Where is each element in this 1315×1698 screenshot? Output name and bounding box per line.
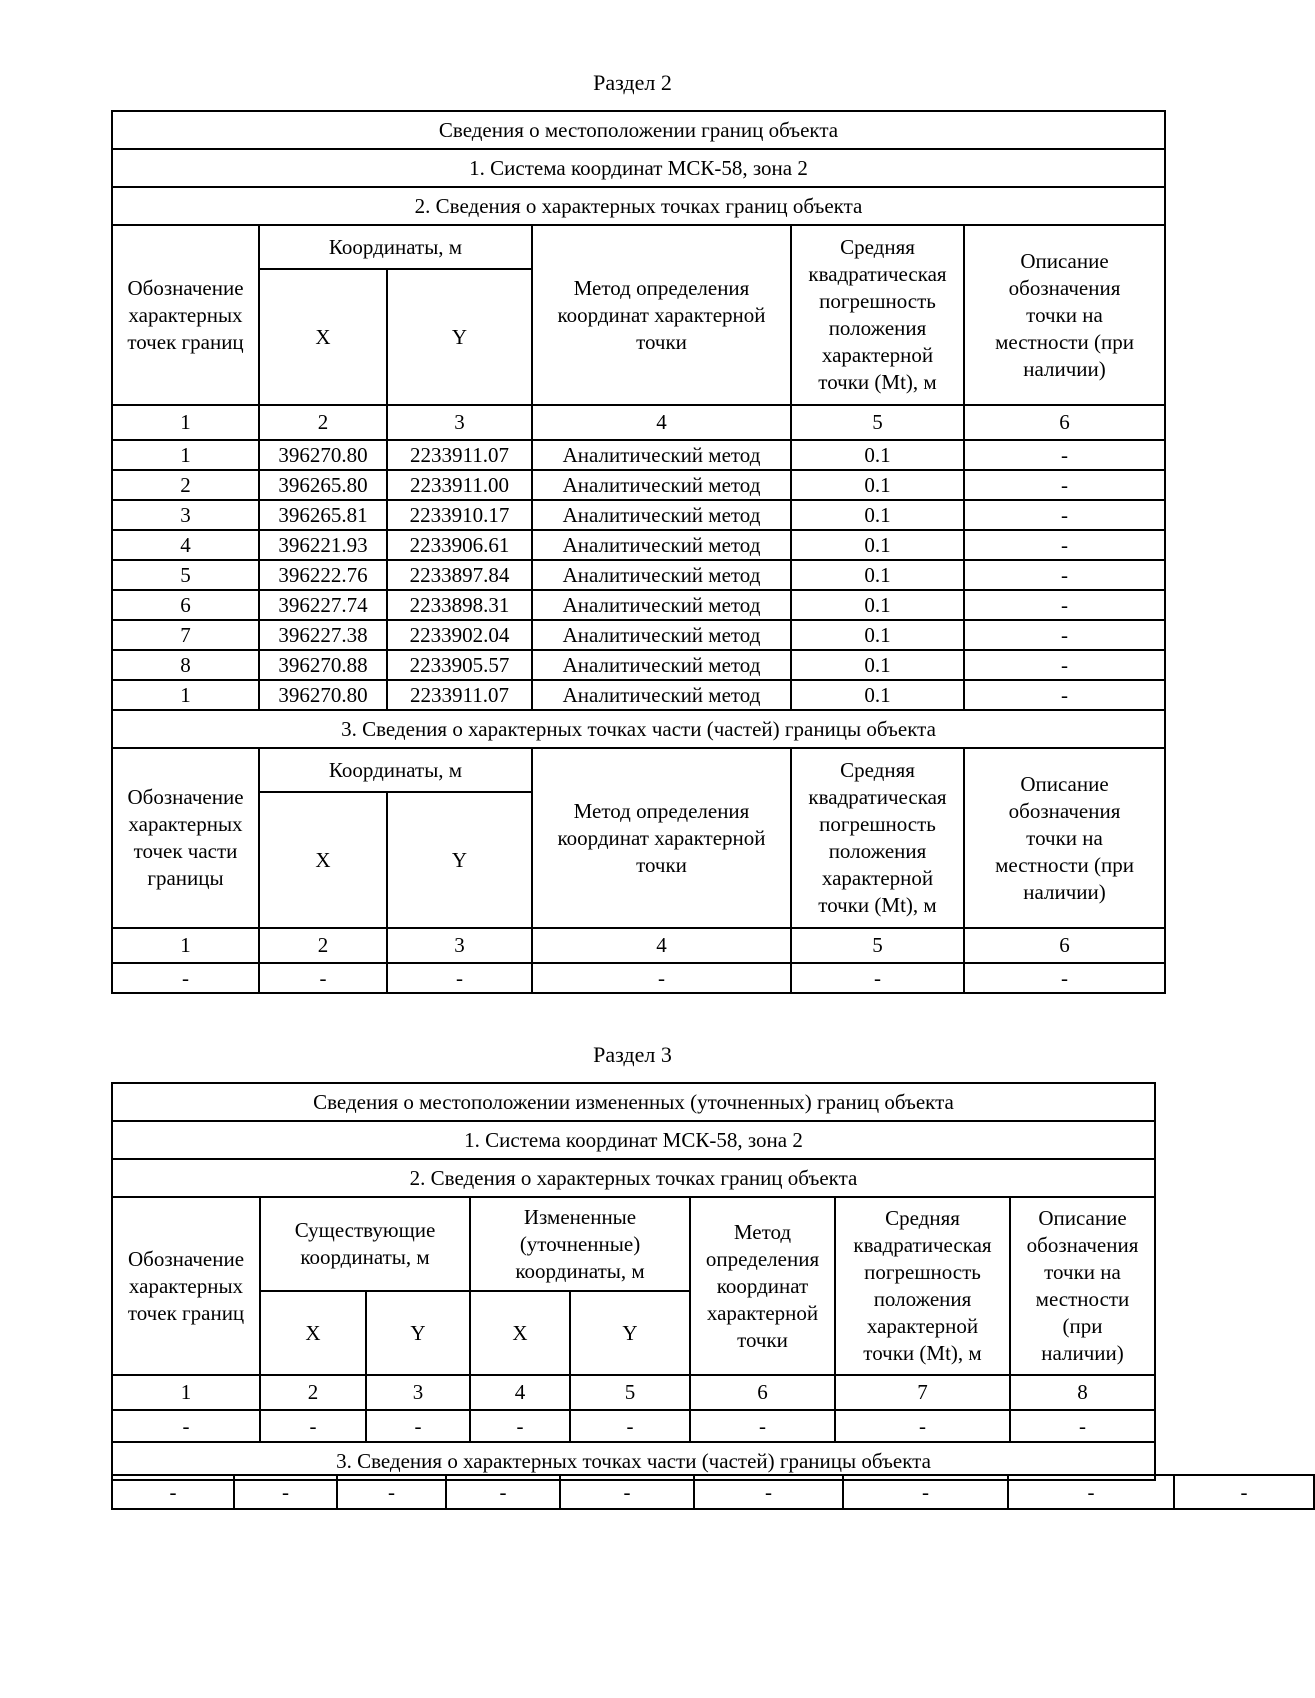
description: - — [964, 500, 1165, 530]
empty-cell: - — [1174, 1475, 1314, 1509]
table-row — [112, 530, 1165, 560]
empty-cell: - — [260, 1410, 366, 1442]
accuracy: 0.1 — [791, 500, 964, 530]
empty-cell: - — [387, 963, 532, 993]
accuracy: 0.1 — [791, 560, 964, 590]
column-numbers-row — [112, 1375, 1155, 1410]
table-row — [112, 963, 1165, 993]
empty-cell: - — [694, 1475, 843, 1509]
column-number: 4 — [532, 928, 791, 963]
section2-parts-title: 3. Сведения о характерных точках части (частей) границы объекта — [112, 710, 1165, 748]
coord-y: 2233898.31 — [387, 590, 532, 620]
empty-cell: - — [259, 963, 387, 993]
s3-header-y2: Y — [570, 1291, 690, 1375]
accuracy: 0.1 — [791, 620, 964, 650]
s3-header-accuracy: Средняя квадратическая погрешность положения характерной точки (Mt), м — [835, 1197, 1010, 1375]
description: - — [964, 590, 1165, 620]
description: - — [964, 530, 1165, 560]
empty-cell: - — [843, 1475, 1008, 1509]
coord-x: 396270.88 — [259, 650, 387, 680]
empty-cell: - — [964, 963, 1165, 993]
empty-cell: - — [532, 963, 791, 993]
description: - — [964, 440, 1165, 470]
parts-header-accuracy: Средняя квадратическая погрешность положения характерной точки (Mt), м — [791, 748, 964, 928]
section3-title: Сведения о местоположении измененных (уточненных) границ объекта — [112, 1083, 1155, 1121]
section3-parts-title: 3. Сведения о характерных точках части (частей) границы объекта — [112, 1442, 1155, 1480]
header-designation: Обозначение характерных точек границ — [112, 225, 259, 405]
section2-title: Сведения о местоположении границ объекта — [112, 111, 1165, 149]
column-number: 6 — [690, 1375, 835, 1410]
empty-cell: - — [570, 1410, 690, 1442]
column-number: 1 — [112, 928, 259, 963]
empty-cell: - — [366, 1410, 470, 1442]
point-id: 4 — [112, 530, 259, 560]
column-number: 5 — [570, 1375, 690, 1410]
method: Аналитический метод — [532, 470, 791, 500]
table-row — [112, 680, 1165, 710]
method: Аналитический метод — [532, 500, 791, 530]
empty-cell: - — [791, 963, 964, 993]
s3-header-y1: Y — [366, 1291, 470, 1375]
s3-header-changed-coords: Измененные (уточненные) координаты, м — [470, 1197, 690, 1291]
table-row — [112, 590, 1165, 620]
header-coords: Координаты, м — [259, 225, 532, 269]
s3-header-description: Описание обозначения точки на местности (при наличии) — [1010, 1197, 1155, 1375]
coord-y: 2233906.61 — [387, 530, 532, 560]
table-row — [112, 440, 1165, 470]
section3-boundaries-table — [111, 1082, 1156, 1481]
section3-coord-system: 1. Система координат МСК-58, зона 2 — [112, 1121, 1155, 1159]
coord-y: 2233910.17 — [387, 500, 532, 530]
empty-cell: - — [1010, 1410, 1155, 1442]
method: Аналитический метод — [532, 530, 791, 560]
s3-header-designation: Обозначение характерных точек границ — [112, 1197, 260, 1375]
point-id: 3 — [112, 500, 259, 530]
parts-header-designation: Обозначение характерных точек части границы — [112, 748, 259, 928]
parts-header-x: X — [259, 792, 387, 928]
s3-header-method: Метод определения координат характерной точки — [690, 1197, 835, 1375]
column-number: 3 — [366, 1375, 470, 1410]
section3-heading: Раздел 3 — [593, 1042, 672, 1067]
empty-cell: - — [337, 1475, 446, 1509]
column-number: 5 — [791, 405, 964, 440]
empty-cell: - — [234, 1475, 337, 1509]
section2-points-title: 2. Сведения о характерных точках границ объекта — [112, 187, 1165, 225]
table-row — [112, 650, 1165, 680]
parts-header-coords: Координаты, м — [259, 748, 532, 792]
column-number: 5 — [791, 928, 964, 963]
coord-y: 2233911.07 — [387, 680, 532, 710]
column-number: 4 — [470, 1375, 570, 1410]
empty-cell: - — [446, 1475, 560, 1509]
parts-header-description: Описание обозначения точки на местности (при наличии) — [964, 748, 1165, 928]
coord-x: 396227.74 — [259, 590, 387, 620]
coord-x: 396270.80 — [259, 440, 387, 470]
column-numbers-row — [112, 405, 1165, 440]
section2-boundaries-table — [111, 110, 1166, 994]
accuracy: 0.1 — [791, 470, 964, 500]
accuracy: 0.1 — [791, 530, 964, 560]
header-x: X — [259, 269, 387, 405]
empty-cell: - — [560, 1475, 694, 1509]
point-id: 6 — [112, 590, 259, 620]
column-number: 2 — [260, 1375, 366, 1410]
column-number: 7 — [835, 1375, 1010, 1410]
column-number: 2 — [259, 928, 387, 963]
header-accuracy: Средняя квадратическая погрешность положения характерной точки (Mt), м — [791, 225, 964, 405]
s3-header-x2: X — [470, 1291, 570, 1375]
column-number: 3 — [387, 928, 532, 963]
method: Аналитический метод — [532, 680, 791, 710]
coord-x: 396265.80 — [259, 470, 387, 500]
column-number: 2 — [259, 405, 387, 440]
point-id: 5 — [112, 560, 259, 590]
table-row — [112, 1475, 1314, 1509]
column-number: 6 — [964, 405, 1165, 440]
section2-heading: Раздел 2 — [593, 70, 672, 95]
accuracy: 0.1 — [791, 590, 964, 620]
column-number: 6 — [964, 928, 1165, 963]
column-numbers-row — [112, 928, 1165, 963]
table-row — [112, 560, 1165, 590]
s3-header-existing-coords: Существующие координаты, м — [260, 1197, 470, 1291]
accuracy: 0.1 — [791, 650, 964, 680]
method: Аналитический метод — [532, 620, 791, 650]
description: - — [964, 680, 1165, 710]
coord-x: 396222.76 — [259, 560, 387, 590]
description: - — [964, 560, 1165, 590]
header-description: Описание обозначения точки на местности (при наличии) — [964, 225, 1165, 405]
empty-cell: - — [112, 1475, 234, 1509]
column-number: 8 — [1010, 1375, 1155, 1410]
s3-header-x1: X — [260, 1291, 366, 1375]
coord-y: 2233897.84 — [387, 560, 532, 590]
table-row — [112, 470, 1165, 500]
coord-y: 2233905.57 — [387, 650, 532, 680]
point-id: 7 — [112, 620, 259, 650]
column-number: 1 — [112, 405, 259, 440]
header-y: Y — [387, 269, 532, 405]
column-number: 1 — [112, 1375, 260, 1410]
section3-parts-table — [111, 1474, 1315, 1510]
empty-cell: - — [470, 1410, 570, 1442]
accuracy: 0.1 — [791, 680, 964, 710]
empty-cell: - — [1008, 1475, 1174, 1509]
parts-header-y: Y — [387, 792, 532, 928]
method: Аналитический метод — [532, 590, 791, 620]
section2-coord-system: 1. Система координат МСК-58, зона 2 — [112, 149, 1165, 187]
column-number: 4 — [532, 405, 791, 440]
column-number: 3 — [387, 405, 532, 440]
method: Аналитический метод — [532, 650, 791, 680]
coord-y: 2233902.04 — [387, 620, 532, 650]
coord-x: 396265.81 — [259, 500, 387, 530]
point-id: 1 — [112, 440, 259, 470]
empty-cell: - — [112, 963, 259, 993]
description: - — [964, 470, 1165, 500]
header-method: Метод определения координат характерной точки — [532, 225, 791, 405]
table-row — [112, 500, 1165, 530]
point-id: 2 — [112, 470, 259, 500]
coord-x: 396270.80 — [259, 680, 387, 710]
point-id: 1 — [112, 680, 259, 710]
method: Аналитический метод — [532, 440, 791, 470]
empty-cell: - — [690, 1410, 835, 1442]
empty-cell: - — [835, 1410, 1010, 1442]
section3-points-title: 2. Сведения о характерных точках границ объекта — [112, 1159, 1155, 1197]
coord-x: 396227.38 — [259, 620, 387, 650]
table-row — [112, 620, 1165, 650]
parts-header-method: Метод определения координат характерной точки — [532, 748, 791, 928]
coord-y: 2233911.00 — [387, 470, 532, 500]
empty-cell: - — [112, 1410, 260, 1442]
table-row — [112, 1410, 1155, 1442]
description: - — [964, 650, 1165, 680]
point-id: 8 — [112, 650, 259, 680]
accuracy: 0.1 — [791, 440, 964, 470]
coord-x: 396221.93 — [259, 530, 387, 560]
method: Аналитический метод — [532, 560, 791, 590]
coord-y: 2233911.07 — [387, 440, 532, 470]
description: - — [964, 620, 1165, 650]
